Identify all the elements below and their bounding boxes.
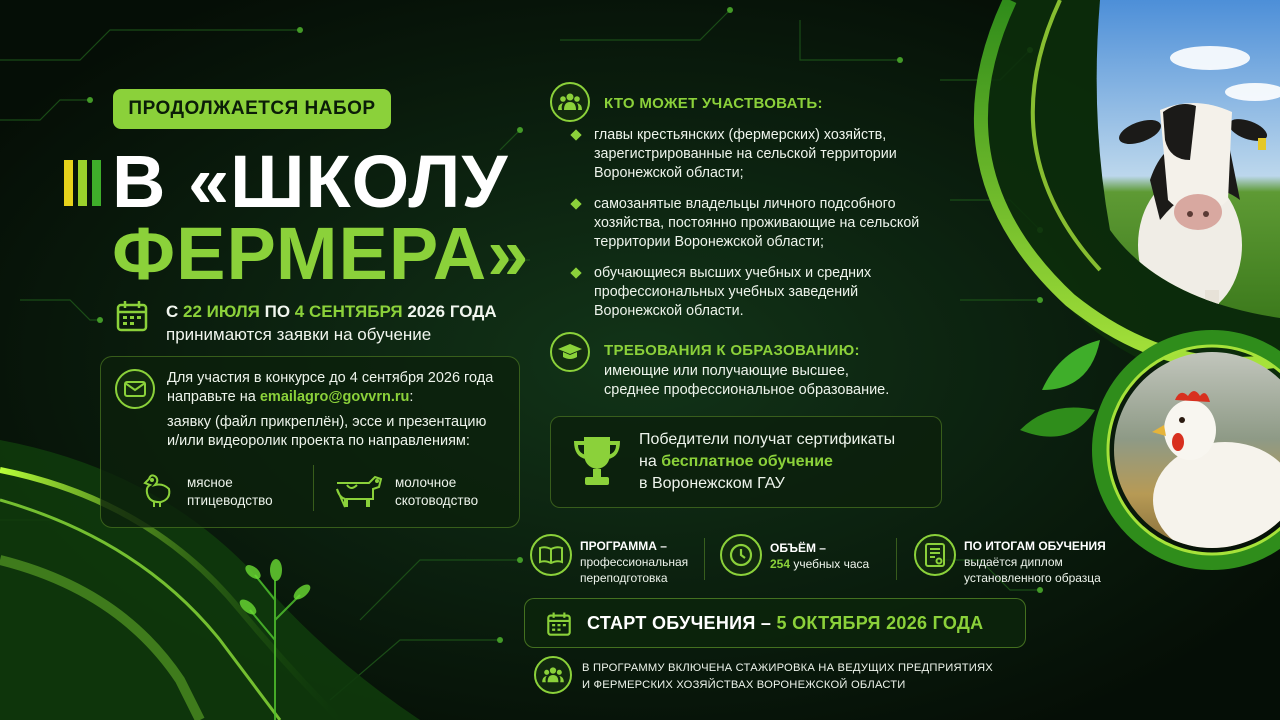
title-accent-bars	[64, 160, 104, 206]
group-icon	[534, 656, 572, 694]
participants-heading: КТО МОЖЕТ УЧАСТВОВАТЬ:	[604, 95, 823, 112]
winners-text: Победители получат сертификаты на бесплатное обучение в Воронежском ГАУ	[639, 431, 896, 492]
requirements-text: имеющие или получающие высшее, среднее профессиональное образование.	[604, 363, 890, 398]
clock-icon	[720, 534, 762, 576]
list-item: самозанятые владельцы личного подсобного хозяйства, постоянно проживающие на сельской территории Воронежской области;	[570, 195, 930, 252]
application-instructions: Для участия в конкурсе до 4 сентября 2026 года направьте на emailagro@govvrn.ru:	[167, 370, 494, 405]
program-info: ПРОГРАММА – профессиональная переподготовка	[530, 534, 688, 586]
list-item: главы крестьянских (фермерских) хозяйств, зарегистрированные на сельской территории Воронежской области;	[570, 126, 930, 183]
enrollment-badge: ПРОДОЛЖАЕТСЯ НАБОР	[113, 89, 391, 129]
internship-note: В ПРОГРАММУ ВКЛЮЧЕНА СТАЖИРОВКА НА ВЕДУЩИХ ПРЕДПРИЯТИЯХ И ФЕРМЕРСКИХ ХОЗЯЙСТВАХ ВОРОНЕЖСКОЙ ОБЛАСТИ	[582, 662, 993, 691]
cow-icon	[333, 469, 385, 514]
info-divider	[896, 538, 897, 580]
list-item: обучающиеся высших учебных и средних профессиональных учебных заведений Воронежской области.	[570, 264, 930, 321]
page-title-line2: ФЕРМЕРА»	[112, 212, 530, 295]
envelope-icon	[115, 369, 155, 409]
diploma-icon	[914, 534, 956, 576]
calendar-icon	[114, 298, 150, 334]
info-divider	[704, 538, 705, 580]
winners-card	[550, 416, 942, 508]
direction-dairy: молочное скотоводство	[333, 469, 478, 514]
volume-info: ОБЪЁМ – 254 учебных часа	[720, 534, 869, 576]
direction-poultry: мясное птицеводство	[137, 469, 273, 514]
application-materials: заявку (файл прикреплён), эссе и презентацию и/или видеоролик проекта по направлениям:	[167, 414, 487, 449]
chicken-icon	[137, 469, 177, 514]
book-icon	[530, 534, 572, 576]
page-title-line1: В «ШКОЛУ	[112, 140, 509, 223]
start-date-text: СТАРТ ОБУЧЕНИЯ – 5 ОКТЯБРЯ 2026 ГОДА	[587, 613, 984, 633]
graduation-cap-icon	[550, 332, 590, 372]
start-date-card	[524, 598, 1026, 648]
direction-divider	[313, 465, 314, 511]
trophy-icon	[569, 433, 625, 489]
email-link[interactable]: emailagro@govvrn.ru	[259, 389, 410, 405]
participants-list	[570, 126, 930, 333]
calendar-icon	[545, 610, 573, 638]
group-icon	[550, 82, 590, 122]
application-dates: С 22 ИЮЛЯ ПО 4 СЕНТЯБРЯ 2026 ГОДА принимаются заявки на обучение	[166, 302, 497, 344]
application-card	[100, 356, 520, 528]
requirements-heading: ТРЕБОВАНИЯ К ОБРАЗОВАНИЮ:	[604, 342, 860, 359]
result-info: ПО ИТОГАМ ОБУЧЕНИЯ выдаётся диплом установленного образца	[914, 534, 1106, 586]
